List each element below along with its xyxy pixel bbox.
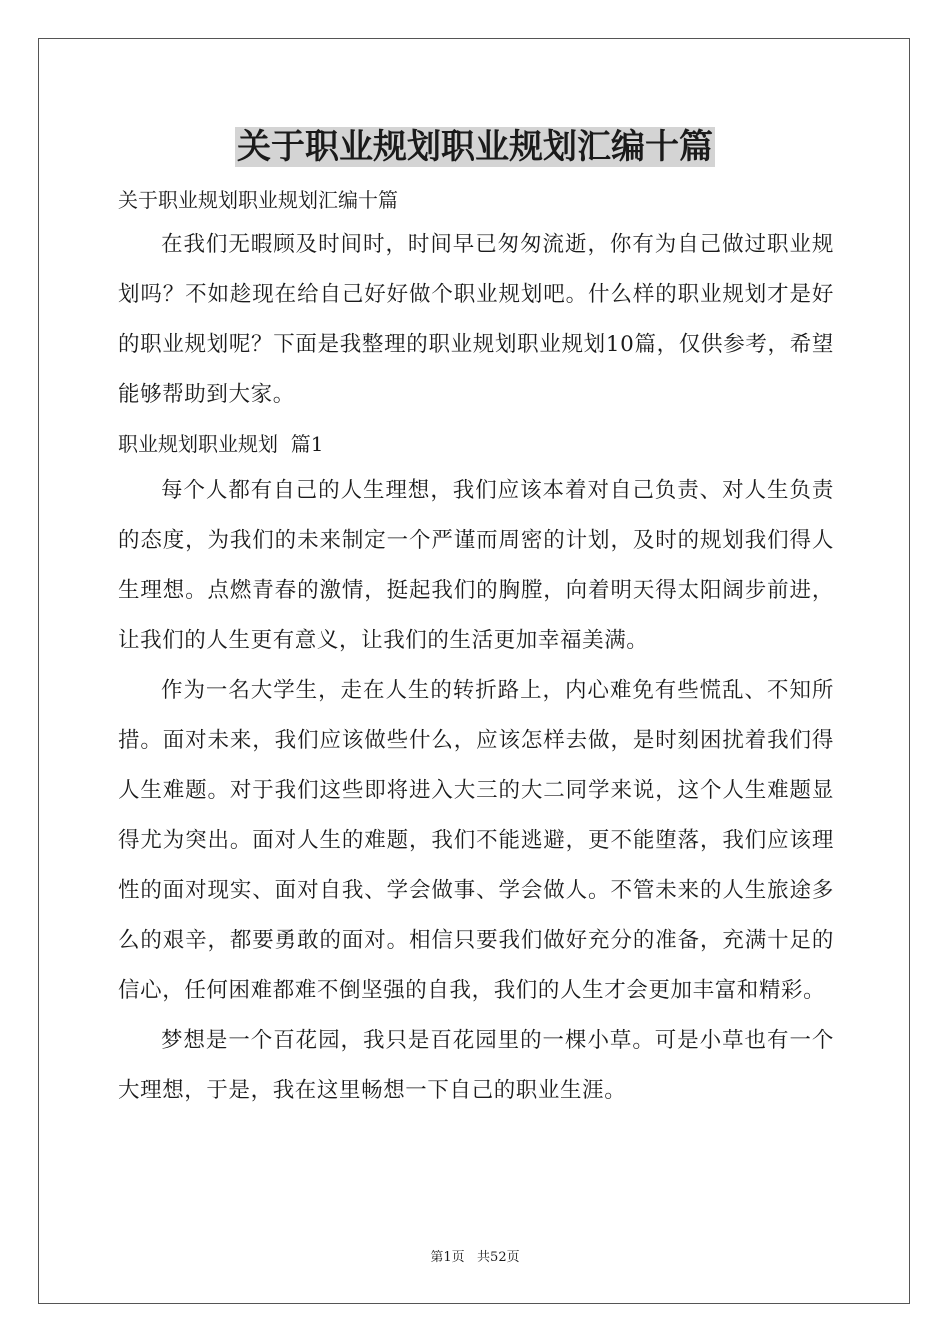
title-container	[0, 127, 950, 167]
body-paragraph-1: 每个人都有自己的人生理想，我们应该本着对自己负责、对人生负责的态度，为我们的未来制定一个严谨而周密的计划，及时的规划我们得人生理想。点燃青春的激情，挺起我们的胸膛，向着明天得太阳阔步前进，让我们的人生更有意义，让我们的生活更加幸福美满。	[118, 478, 834, 653]
intro-paragraph: 在我们无暇顾及时间时，时间早已匆匆流逝，你有为自己做过职业规划吗？不如趁现在给自己好好做个职业规划吧。什么样的职业规划才是好的职业规划呢？下面是我整理的职业规划职业规划10篇，仅供参考，希望能够帮助到大家。	[118, 232, 834, 407]
body-paragraph-3: 梦想是一个百花园，我只是百花园里的一棵小草。可是小草也有一个大理想，于是，我在这里畅想一下自己的职业生涯。	[118, 1028, 834, 1103]
body-paragraph-2: 作为一名大学生，走在人生的转折路上，内心难免有些慌乱、不知所措。面对未来，我们应该做些什么，应该怎样去做，是时刻困扰着我们得人生难题。对于我们这些即将进入大三的大二同学来说，这个人生难题显得尤为突出。面对人生的难题，我们不能逃避，更不能堕落，我们应该理性的面对现实、面对自我、学会做事、学会做人。不管未来的人生旅途多么的艰辛，都要勇敢的面对。相信只要我们做好充分的准备，充满十足的信心，任何困难都难不倒坚强的自我，我们的人生才会更加丰富和精彩。	[118, 678, 834, 1003]
page-footer: 第1页 共52页	[430, 1250, 520, 1265]
document-subtitle: 关于职业规划职业规划汇编十篇	[118, 188, 398, 212]
document-body	[118, 180, 834, 1116]
section-heading: 职业规划职业规划 篇1	[118, 432, 324, 456]
document-title: 关于职业规划职业规划汇编十篇	[237, 127, 713, 167]
